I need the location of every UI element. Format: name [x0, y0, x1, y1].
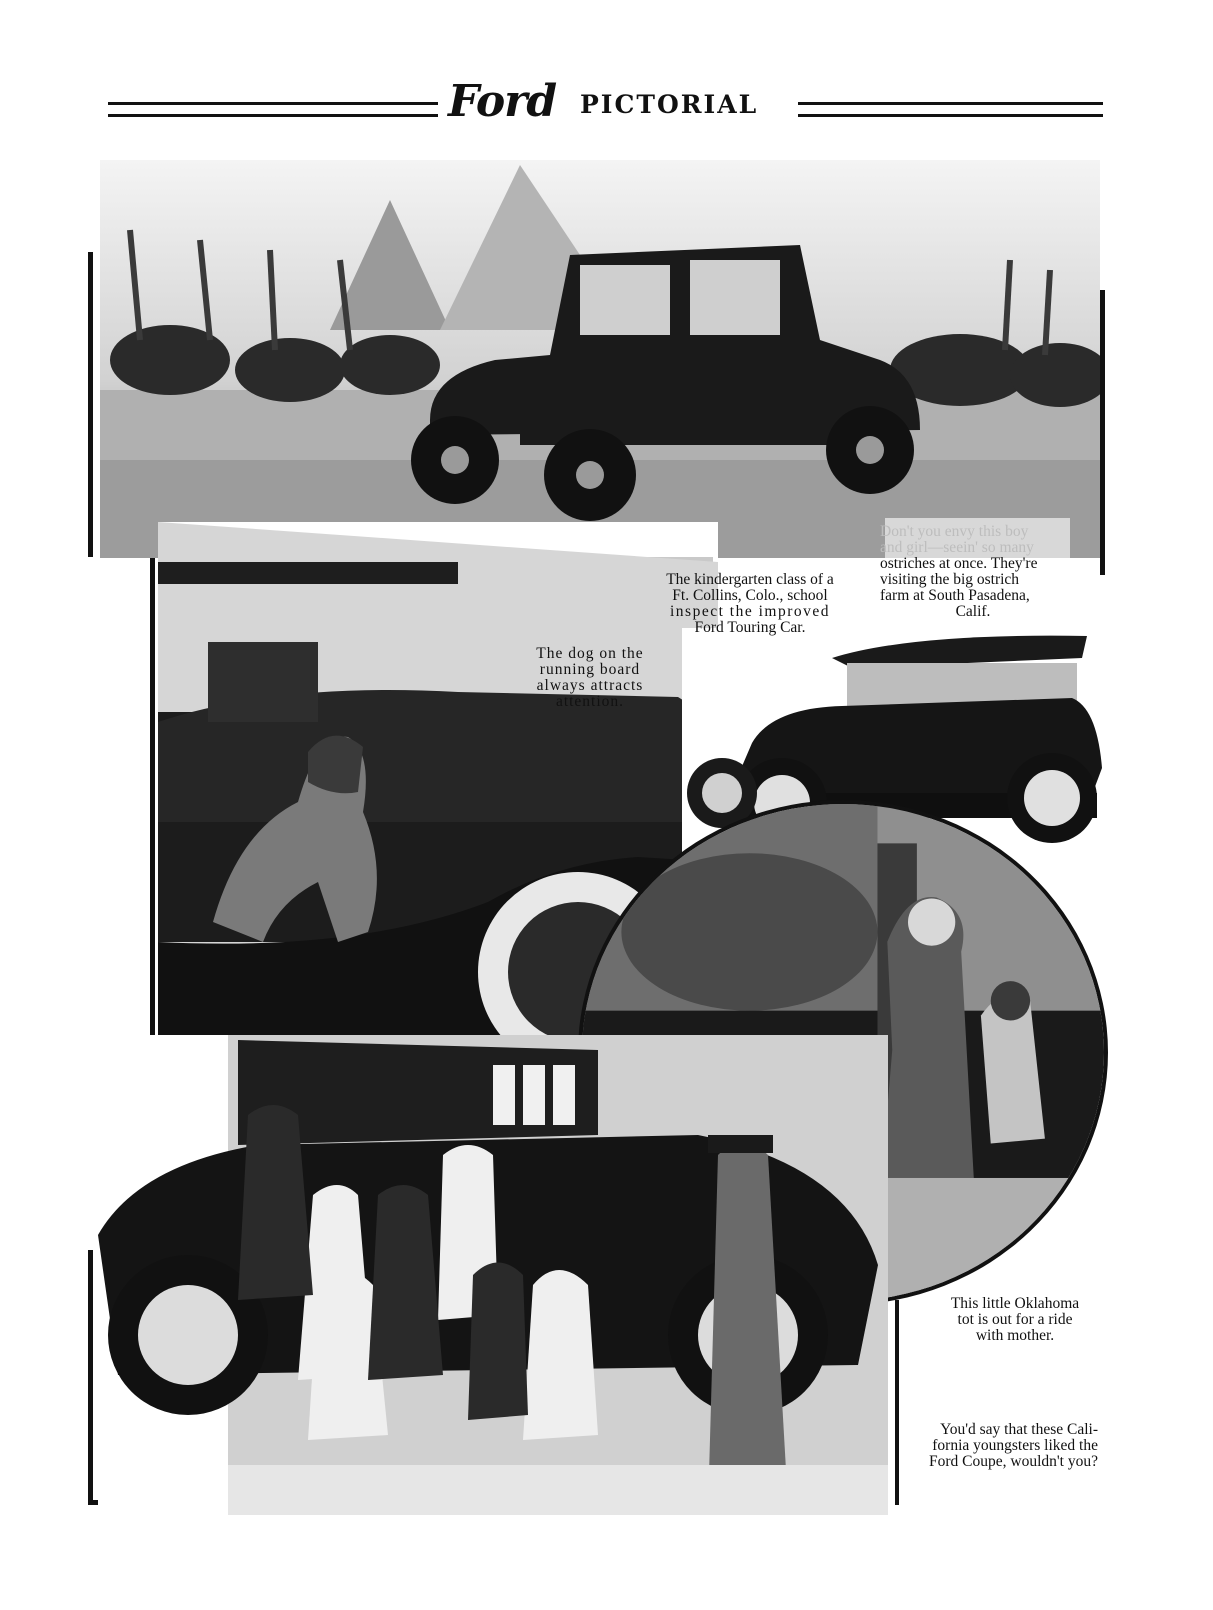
caption-ostrich-line-4: Calif.	[955, 603, 991, 620]
caption-ostrich-line-1: ostriches at once. They're	[880, 555, 1038, 572]
caption-dog-line-2: running board	[539, 661, 641, 678]
ford-logo: Ford	[448, 76, 557, 127]
caption-ostrich-faded-line-1: Don't you envy this boy	[880, 523, 1029, 540]
caption-oklahoma-line-1: This little Oklahoma	[950, 1295, 1080, 1312]
masthead-rule-right	[798, 102, 1103, 117]
caption-ostrich-line-3: farm at South Pasadena,	[880, 587, 1030, 604]
caption-kindergarten-line-2: Ft. Collins, Colo., school	[672, 587, 828, 604]
caption-oklahoma	[945, 1296, 1085, 1344]
caption-ostrich-faded-line-2: and girl—seein' so many	[880, 539, 1034, 556]
masthead	[108, 74, 1103, 134]
caption-kindergarten-line-4: Ford Touring Car.	[694, 619, 806, 636]
caption-dog	[520, 646, 660, 710]
frame-line-top-left-vertical	[88, 252, 93, 557]
caption-california	[918, 1422, 1098, 1470]
caption-oklahoma-line-2: tot is out for a ride	[957, 1311, 1073, 1328]
caption-california-line-3: Ford Coupe, wouldn't you?	[929, 1453, 1098, 1470]
caption-kindergarten-line-1: The kindergarten class of a	[666, 571, 834, 588]
photo-children-on-coupe-icon	[98, 1035, 888, 1515]
section-title: PICTORIAL	[580, 90, 759, 119]
caption-dog-line-4: attention.	[555, 693, 625, 710]
caption-dog-line-3: always attracts	[536, 677, 644, 694]
photo-california-youngsters	[98, 1035, 888, 1515]
photo-ostrich-farm-coupe-icon	[100, 160, 1100, 558]
frame-line-top-right-vertical	[1100, 290, 1105, 575]
caption-ostrich-farm	[880, 524, 1066, 620]
caption-oklahoma-line-3: with mother.	[975, 1327, 1055, 1344]
frame-line-mid-left-vertical	[150, 555, 155, 1085]
caption-dog-line-1: The dog on the	[536, 645, 644, 662]
caption-kindergarten-line-3: inspect the improved	[670, 603, 830, 620]
caption-california-line-1: You'd say that these Cali-	[940, 1421, 1098, 1438]
caption-kindergarten	[650, 572, 850, 636]
photo-ostrich-farm	[100, 160, 1100, 558]
frame-line-bottom-right-vertical	[895, 1300, 899, 1505]
caption-ostrich-line-2: visiting the big ostrich	[880, 571, 1020, 588]
masthead-rule-left	[108, 102, 438, 117]
caption-california-line-2: fornia youngsters liked the	[932, 1437, 1098, 1454]
frame-line-bottom-left-vertical	[88, 1250, 93, 1505]
